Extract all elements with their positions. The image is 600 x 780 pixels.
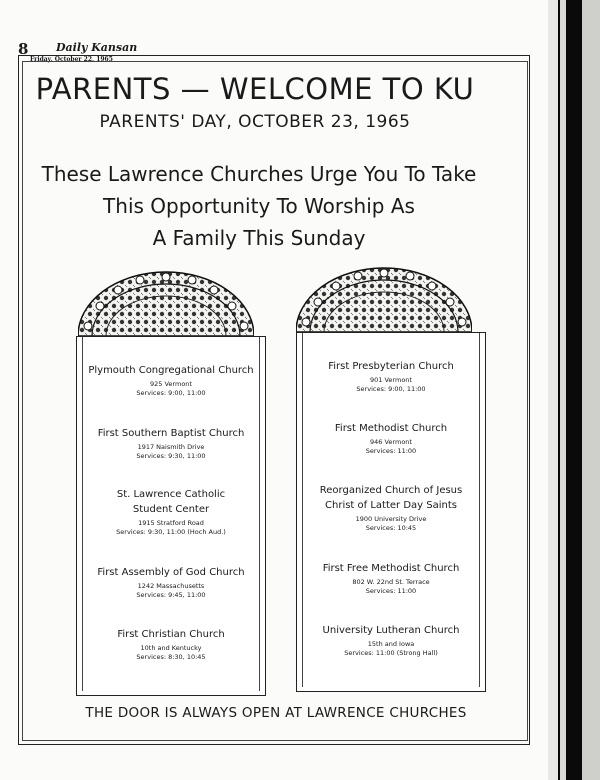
- church-name: First Free Methodist Church: [322, 563, 460, 574]
- church-listing: [297, 359, 485, 394]
- church-address: 10th and Kentucky: [140, 644, 202, 652]
- page-number: 8: [18, 40, 29, 58]
- church-name: St. Lawrence Catholic: [116, 489, 226, 500]
- page-edge: [582, 0, 600, 780]
- church-listing: [77, 426, 265, 461]
- church-address: 1900 University Drive: [355, 515, 427, 523]
- church-services: Services: 9:00, 11:00: [356, 385, 426, 394]
- ad-subtitle: PARENTS' DAY, OCTOBER 23, 1965: [99, 112, 411, 132]
- church-listing: [77, 363, 265, 398]
- church-name: Student Center: [132, 504, 210, 515]
- church-address: 901 Vermont: [370, 376, 412, 384]
- church-address: 925 Vermont: [150, 380, 192, 388]
- church-name: Christ of Latter Day Saints: [325, 500, 457, 511]
- ad-footer-slogan: THE DOOR IS ALWAYS OPEN AT LAWRENCE CHURCHES: [85, 705, 467, 721]
- church-services: Services: 9:45, 11:00: [136, 591, 206, 600]
- church-name: First Assembly of God Church: [97, 567, 245, 578]
- church-name: First Presbyterian Church: [328, 361, 454, 372]
- ad-title: PARENTS — WELCOME TO KU: [35, 72, 475, 106]
- ad-intro: [24, 158, 494, 254]
- stained-glass-arch-right: [296, 266, 472, 334]
- church-name: Reorganized Church of Jesus: [319, 485, 463, 496]
- church-listing: [77, 565, 265, 600]
- church-panel-left: [76, 336, 266, 696]
- church-address: 802 W. 22nd St. Terrace: [352, 578, 430, 586]
- church-address: 946 Vermont: [370, 438, 412, 446]
- church-services: Services: 11:00 (Strong Hall): [344, 649, 438, 658]
- church-panel-right: [296, 332, 486, 692]
- church-address: 1242 Massachusetts: [137, 582, 205, 590]
- church-address: 15th and Iowa: [367, 640, 415, 648]
- church-address: 1917 Naismith Drive: [137, 443, 205, 451]
- newspaper-name: Daily Kansan: [56, 41, 138, 54]
- church-listing: [297, 561, 485, 596]
- church-services: Services: 8:30, 10:45: [136, 653, 206, 662]
- church-services: Services: 11:00: [365, 587, 417, 596]
- church-services: Services: 10:45: [365, 524, 417, 533]
- intro-line: These Lawrence Churches Urge You To Take: [41, 162, 477, 186]
- church-services: Services: 11:00: [365, 447, 417, 456]
- church-listing: [77, 627, 265, 662]
- church-name: First Southern Baptist Church: [97, 428, 245, 439]
- church-name: University Lutheran Church: [322, 625, 460, 636]
- page-edge: [548, 0, 558, 780]
- church-services: Services: 9:30, 11:00 (Hoch Aud.): [116, 528, 226, 537]
- issue-date: Friday, October 22, 1965: [30, 56, 113, 63]
- church-name: Plymouth Congregational Church: [88, 365, 254, 376]
- church-listing: [77, 487, 265, 537]
- church-listing: [297, 623, 485, 658]
- church-listing: [297, 421, 485, 456]
- intro-line: This Opportunity To Worship As: [103, 194, 415, 218]
- church-services: Services: 9:30, 11:00: [136, 452, 206, 461]
- stained-glass-arch-left: [78, 270, 254, 338]
- church-name: First Christian Church: [117, 629, 225, 640]
- page-edge: [560, 0, 566, 780]
- church-name: First Methodist Church: [334, 423, 448, 434]
- church-services: Services: 9:00, 11:00: [136, 389, 206, 398]
- church-address: 1915 Stratford Road: [138, 519, 204, 527]
- intro-line: A Family This Sunday: [152, 226, 366, 250]
- church-listing: [297, 483, 485, 533]
